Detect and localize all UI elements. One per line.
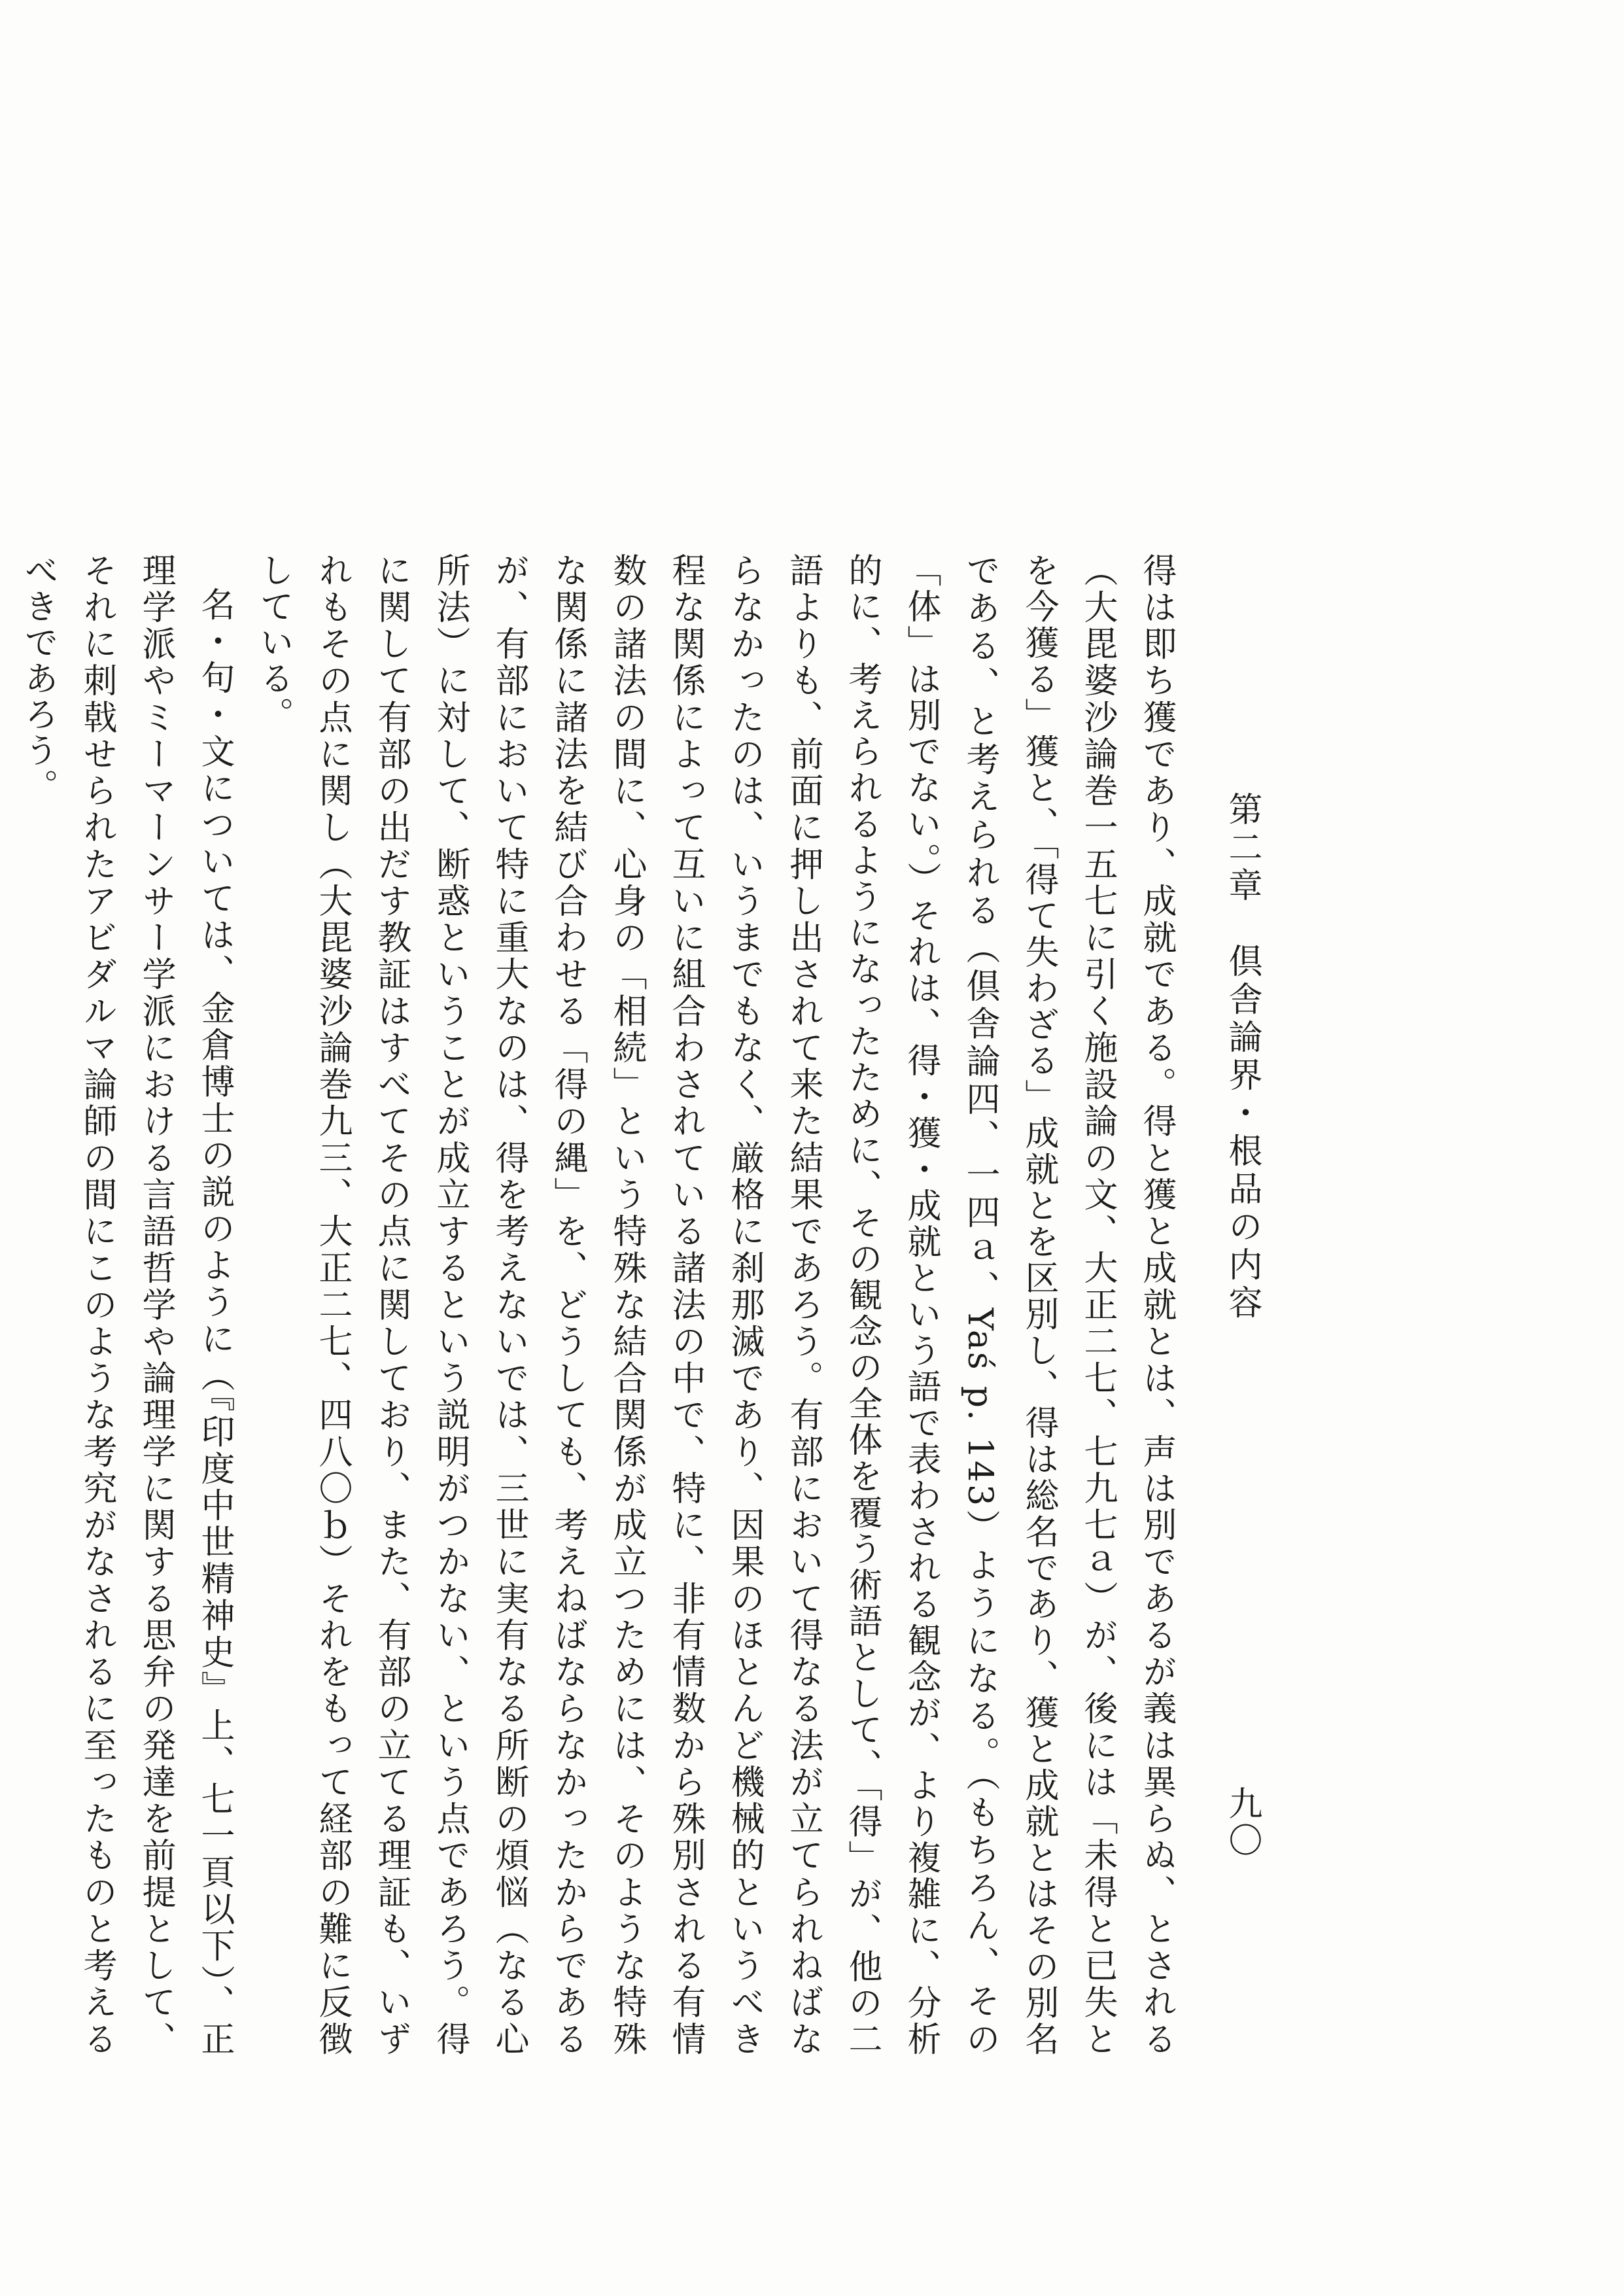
- paragraph-1: 得は即ち獲であり、成就である。得と獲と成就とは、声は別であるが義は異らぬ、とされる（大毘婆沙論巻一五七に引く施設論の文、大正二七、七九七ａ）が、後には「未得と已失とを今獲る」獲と、「得て失わざる」成就とを区別し、得は総名であり、獲と成就とはその別名である、と考えられる（倶舎論四、一四ａ、Yaś p. 143）ようになる。（もちろん、その「体」は別でない。）それは、得・獲・成就という語で表わされる観念が、より複雑に、分析的に、考えられるようになったために、その観念の全体を覆う術語として、「得」が、他の二語よりも、前面に押し出されて来た結果であろう。有部において得なる法が立てられねばならなかったのは、いうまでもなく、厳格に刹那滅であり、因果のほとんど機械的というべき程な関係によって互いに組合わされている諸法の中で、特に、非有情数から殊別される有情数の諸法の間に、心身の「相続」という特殊な結合関係が成立つためには、そのような特殊な関係に諸法を結び合わせる「得の縄」を、どうしても、考えねばならなかったからであるが、有部において特に重大なのは、得を考えないでは、三世に実有なる所断の煩悩（なる心所法）に対して、断惑ということが成立するという説明がつかない、という点であろう。得に関して有部の出だす教証はすべてその点に関しており、また、有部の立てる理証も、いずれもその点に関し（大毘婆沙論巻九三、大正二七、四八〇ｂ）それをもって経部の難に反徴している。: [254, 553, 1176, 2058]
- running-head: 第二章 倶舎論界・根品の内容: [1222, 791, 1262, 1323]
- paragraph-2: 名・句・文については、金倉博士の説のように（『印度中世精神史』上、七一頁以下）、正理学派やミーマーンサー学派における言語哲学や論理学に関する思弁の発達を前提として、それに刺戟せられたアビダルマ論師の間にこのような考究がなされるに至ったものと考えるべきであろう。: [18, 553, 234, 2057]
- body-text: [18, 553, 1186, 2058]
- page-number: 九〇: [1222, 1786, 1262, 1859]
